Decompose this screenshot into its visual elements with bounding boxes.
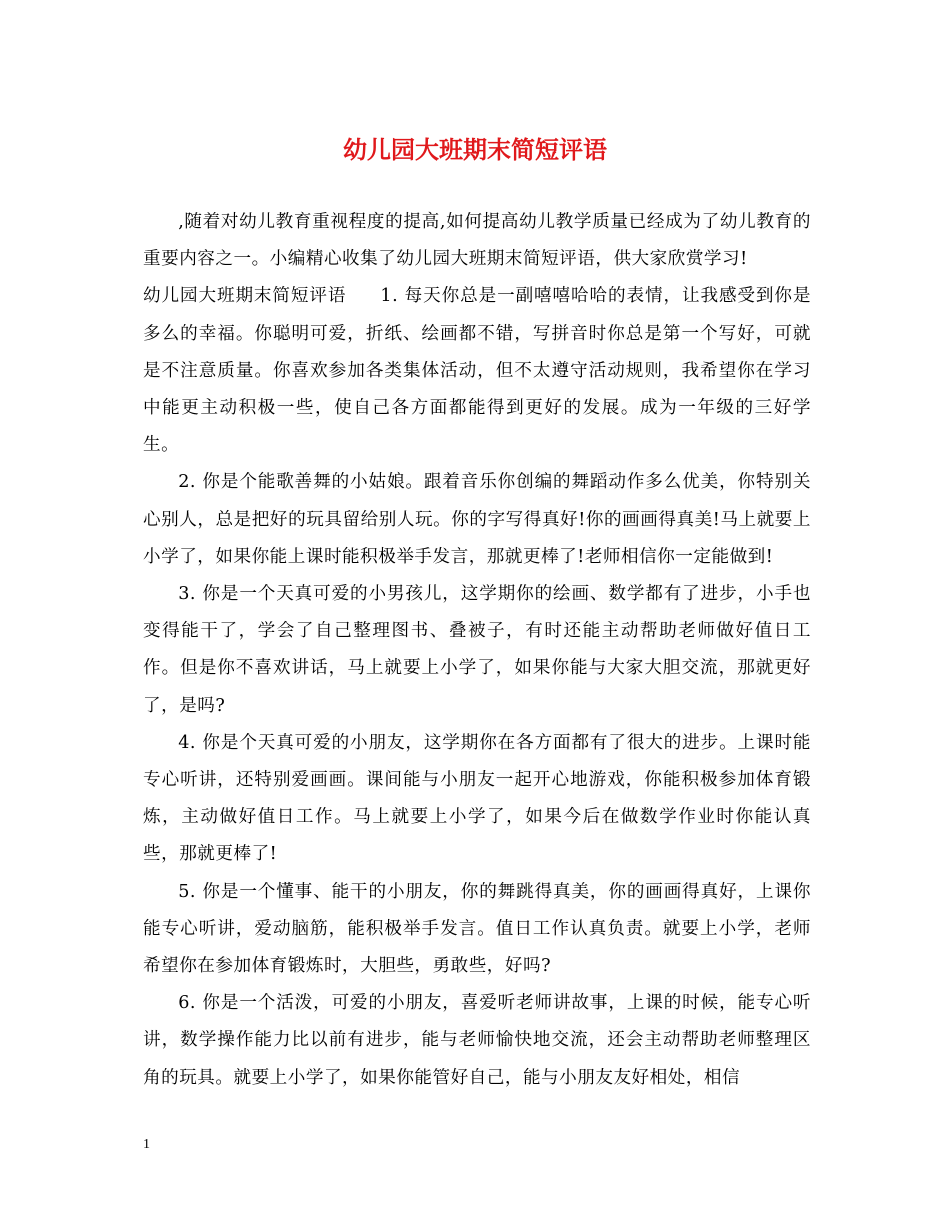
paragraph-1 [143,278,811,464]
intro-text: ,随着对幼儿教育重视程度的提高,如何提高幼儿教学质量已经成为了幼儿教育的重要内容之一。小编精心收集了幼儿园大班期末简短评语，供大家欣赏学习! [143,212,811,270]
page-number: 1 [143,1137,150,1152]
paragraph-3 [143,576,811,725]
paragraph-5 [143,874,811,986]
paragraph-text: 6. 你是一个活泼，可爱的小朋友，喜爱听老师讲故事，上课的时候，能专心听讲，数学操作能力比以前有进步，能与老师愉快地交流，还会主动帮助老师整理区角的玩具。就要上小学了，如果你能管好自己，能与小朋友友好相处，相信 [143,993,811,1088]
paragraph-text: 4. 你是个天真可爱的小朋友，这学期你在各方面都有了很大的进步。上课时能专心听讲，还特别爱画画。课间能与小朋友一起开心地游戏，你能积极参加体育锻炼，主动做好值日工作。马上就要上小学了，如果今后在做数学作业时你能认真些，那就更棒了! [143,732,811,865]
paragraph-text: 2. 你是个能歌善舞的小姑娘。跟着音乐你创编的舞蹈动作多么优美，你特别关心别人，总是把好的玩具留给别人玩。你的字写得真好!你的画画得真美!马上就要上小学了，如果你能上课时能积极举手发言，那就更棒了!老师相信你一定能做到! [143,472,811,567]
document-title: 幼儿园大班期末简短评语 [343,136,607,164]
paragraph-text: 5. 你是一个懂事、能干的小朋友，你的舞跳得真美，你的画画得真好，上课你能专心听讲，爱动脑筋，能积极举手发言。值日工作认真负责。就要上小学，老师希望你在参加体育锻炼时，大胆些，勇敢些，好吗? [143,881,811,977]
intro-paragraph [143,204,811,278]
paragraph-6 [143,985,811,1097]
paragraph-4 [143,725,811,874]
paragraph-text: 3. 你是一个天真可爱的小男孩儿，这学期你的绘画、数学都有了进步，小手也变得能干了，学会了自己整理图书、叠被子，有时还能主动帮助老师做好值日工作。但是你不喜欢讲话，马上就要上小学了，如果你能与大家大胆交流，那就更好了，是吗? [143,584,811,716]
paragraph-text: 1. 每天你总是一副嘻嘻哈哈的表情，让我感受到你是多么的幸福。你聪明可爱，折纸、绘画都不错，写拼音时你总是第一个写好，可就是不注意质量。你喜欢参加各类集体活动，但不太遵守活动规则，我希望你在学习中能更主动积极一些，使自己各方面都能得到更好的发展。成为一年级的三好学生。 [143,286,811,456]
paragraph-2 [143,464,811,576]
document-body [143,204,811,1097]
section-heading: 幼儿园大班期末简短评语 [143,286,347,307]
